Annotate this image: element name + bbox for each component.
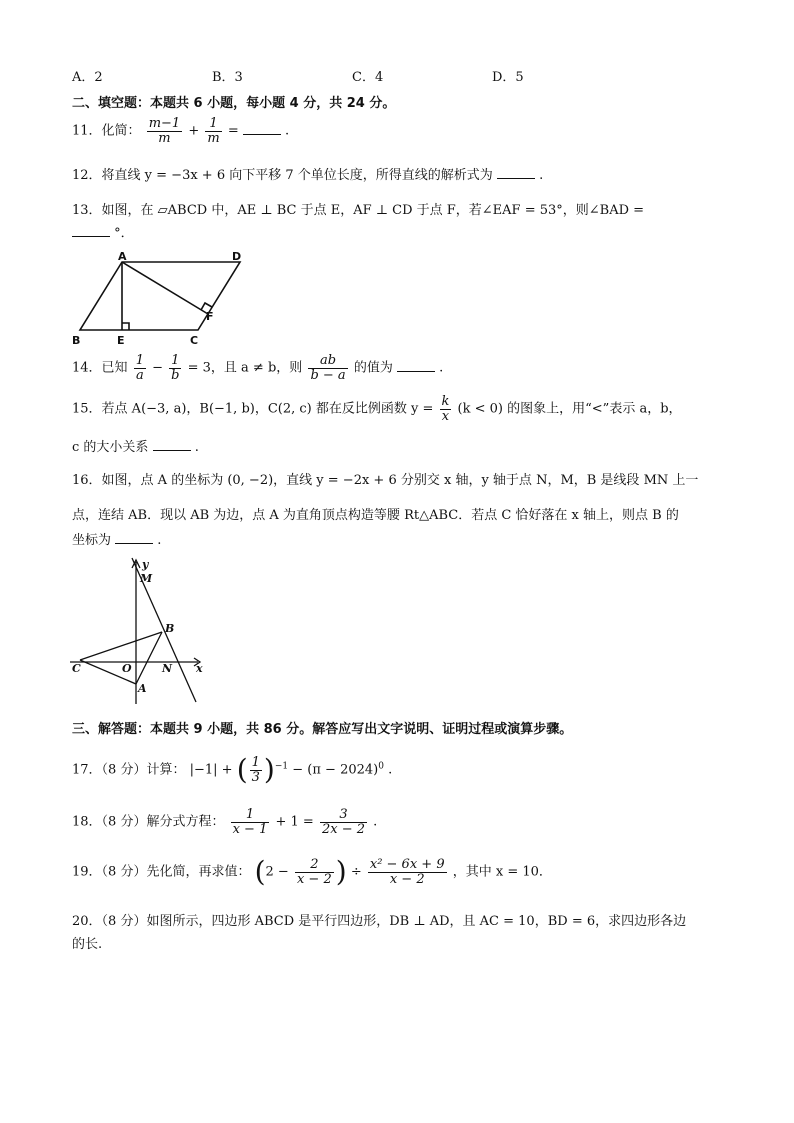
question-20-line1: 20．（8 分）如图所示，四边形 ABCD 是平行四边形，DB ⊥ AD，且 AC = 10，BD = 6，求四边形各边	[72, 914, 687, 929]
q13-parallelogram-figure	[70, 250, 260, 350]
question-15-line2	[72, 436, 199, 455]
q11-f1-num: m−1	[148, 116, 181, 131]
q17-exponent-2: 0	[378, 761, 384, 772]
q17-abs: |−1| +	[189, 762, 233, 778]
question-19	[72, 855, 552, 889]
label-a: A	[118, 250, 127, 263]
q18-fraction-1	[231, 808, 270, 836]
q15-line1b: (k < 0) 的图象上，用“<”表示 a，b，	[457, 401, 682, 417]
q19-f1-num: 2	[295, 858, 334, 873]
q17-exponent: −1	[274, 761, 289, 772]
q15-fraction-k	[440, 395, 452, 423]
label-b: B	[165, 622, 175, 635]
q19-f2-den: x − 2	[389, 871, 425, 887]
q19-prefix: 19．（8 分）先化简，再求值：	[72, 864, 251, 880]
question-17	[72, 753, 393, 787]
choice-b: B．3	[212, 70, 243, 85]
q14-end: 的值为	[353, 360, 393, 376]
q16-end: .	[157, 533, 162, 548]
q17-left-paren: (	[236, 753, 248, 787]
q14-f2-den: b	[171, 367, 180, 383]
q18-f1-den: x − 1	[232, 821, 268, 837]
q19-divide: ÷	[350, 864, 362, 880]
q14-f3-num: ab	[308, 354, 347, 369]
q19-right-paren: )	[335, 855, 347, 889]
q15-k-den: x	[441, 408, 450, 424]
q14-f3-den: b − a	[310, 367, 346, 383]
q14-f1-num: 1	[135, 353, 144, 368]
question-20-line2: 的长.	[72, 937, 103, 952]
q17-fraction	[250, 756, 262, 784]
q15-line2: c 的大小关系	[72, 440, 149, 455]
q14-prefix: 14．已知	[72, 360, 128, 376]
question-13-line1: 13．如图，在 ▱ABCD 中，AE ⊥ BC 于点 E，AF ⊥ CD 于点 F，若∠EAF = 53°，则∠BAD =	[72, 203, 645, 218]
q11-f2-num: 1	[205, 117, 221, 132]
q18-f2-den: 2x − 2	[321, 821, 365, 837]
q11-f1-den: m	[158, 130, 171, 146]
question-11	[72, 117, 289, 145]
parallelogram-abcd	[80, 262, 240, 330]
q11-fraction-1	[147, 117, 183, 145]
q19-fraction-1	[295, 858, 334, 886]
q11-plus: +	[188, 123, 200, 139]
question-16-line3	[72, 529, 161, 548]
q18-end: .	[373, 814, 378, 830]
q15-line1a: 15．若点 A(−3, a)，B(−1, b)，C(2, c) 都在反比例函数 y =	[72, 401, 434, 417]
q15-k-num: k	[441, 394, 450, 409]
label-b: B	[72, 334, 81, 347]
q18-f1-num: 1	[231, 808, 270, 823]
q12-answer-blank[interactable]	[497, 166, 535, 179]
label-y: y	[142, 558, 149, 571]
q13-answer-blank[interactable]	[72, 224, 110, 237]
right-angle-e	[122, 323, 129, 330]
q15-answer-blank[interactable]	[153, 438, 191, 451]
question-13-line2	[72, 222, 134, 241]
q14-f1-den: a	[135, 367, 144, 383]
q19-inner-a: 2 −	[265, 864, 289, 880]
q13-end: °．	[114, 226, 134, 241]
label-o: O	[122, 662, 132, 675]
q12-end: .	[539, 168, 544, 183]
q14-fraction-1	[134, 354, 146, 382]
q17-end: .	[388, 762, 393, 778]
question-14	[72, 354, 443, 382]
label-x: x	[196, 662, 203, 675]
q17-prefix: 17．（8 分）计算：	[72, 762, 186, 778]
q14-mid: = 3，且 a ≠ b，则	[187, 360, 303, 376]
q14-answer-blank[interactable]	[397, 359, 435, 372]
q11-fraction-2	[205, 117, 221, 145]
q18-fraction-2	[320, 808, 367, 836]
label-f: F	[206, 310, 214, 323]
q14-f2-num: 1	[169, 354, 181, 369]
label-d: D	[232, 250, 242, 263]
q19-f2-num: x² − 6x + 9	[369, 857, 445, 872]
q14-dot: .	[439, 360, 444, 376]
q14-minus: −	[152, 360, 164, 376]
q14-fraction-2	[169, 354, 181, 382]
label-n: N	[162, 662, 173, 675]
question-12	[72, 164, 543, 183]
question-15-line1	[72, 395, 682, 423]
q11-prefix: 11．化简：	[72, 123, 141, 139]
q11-answer-blank[interactable]	[243, 122, 281, 135]
q11-end: .	[285, 123, 290, 139]
label-c: C	[72, 662, 81, 675]
question-16-line2: 点，连结 AB．现以 AB 为边，点 A 为直角顶点构造等腰 Rt△ABC．若点 C 恰好落在 x 轴上，则点 B 的	[72, 508, 679, 523]
q18-mid: + 1 =	[275, 814, 314, 830]
q17-right-paren: )	[263, 753, 275, 787]
q16-coordinate-figure	[70, 556, 210, 706]
label-c: C	[190, 334, 199, 347]
q17-f-den: 3	[251, 769, 260, 785]
choice-a: A．2	[72, 70, 103, 85]
choice-c: C．4	[352, 70, 384, 85]
q19-fraction-2	[368, 858, 447, 886]
q19-left-paren: (	[254, 855, 266, 889]
q11-eq: =	[227, 123, 239, 139]
label-e: E	[117, 334, 125, 347]
question-16-line1: 16．如图，点 A 的坐标为 (0, −2)，直线 y = −2x + 6 分别交 x 轴，y 轴于点 N，M，B 是线段 MN 上一	[72, 473, 699, 488]
label-a: A	[138, 682, 147, 695]
q18-prefix: 18．（8 分）解分式方程：	[72, 814, 225, 830]
q17-rest: − (π − 2024)	[292, 762, 379, 778]
q18-f2-num: 3	[320, 808, 367, 823]
q16-answer-blank[interactable]	[115, 531, 153, 544]
q19-f1-den: x − 2	[296, 871, 332, 887]
q11-f2-den: m	[207, 130, 220, 146]
label-m: M	[140, 572, 153, 585]
section3-heading: 三、解答题：本题共 9 小题，共 86 分。解答应写出文字说明、证明过程或演算步骤。	[72, 722, 573, 737]
q16-line3: 坐标为	[72, 533, 112, 548]
q19-tail: ，其中 x = 10．	[452, 864, 552, 880]
q12-text: 12．将直线 y = −3x + 6 向下平移 7 个单位长度，所得直线的解析式为	[72, 168, 493, 183]
segment-af	[122, 262, 208, 314]
choice-d: D．5	[492, 70, 524, 85]
q15-end: .	[194, 440, 199, 455]
q14-fraction-3	[308, 354, 347, 382]
q17-f-num: 1	[251, 755, 260, 770]
question-18	[72, 808, 377, 836]
section2-heading: 二、填空题：本题共 6 小题，每小题 4 分，共 24 分。	[72, 96, 396, 111]
